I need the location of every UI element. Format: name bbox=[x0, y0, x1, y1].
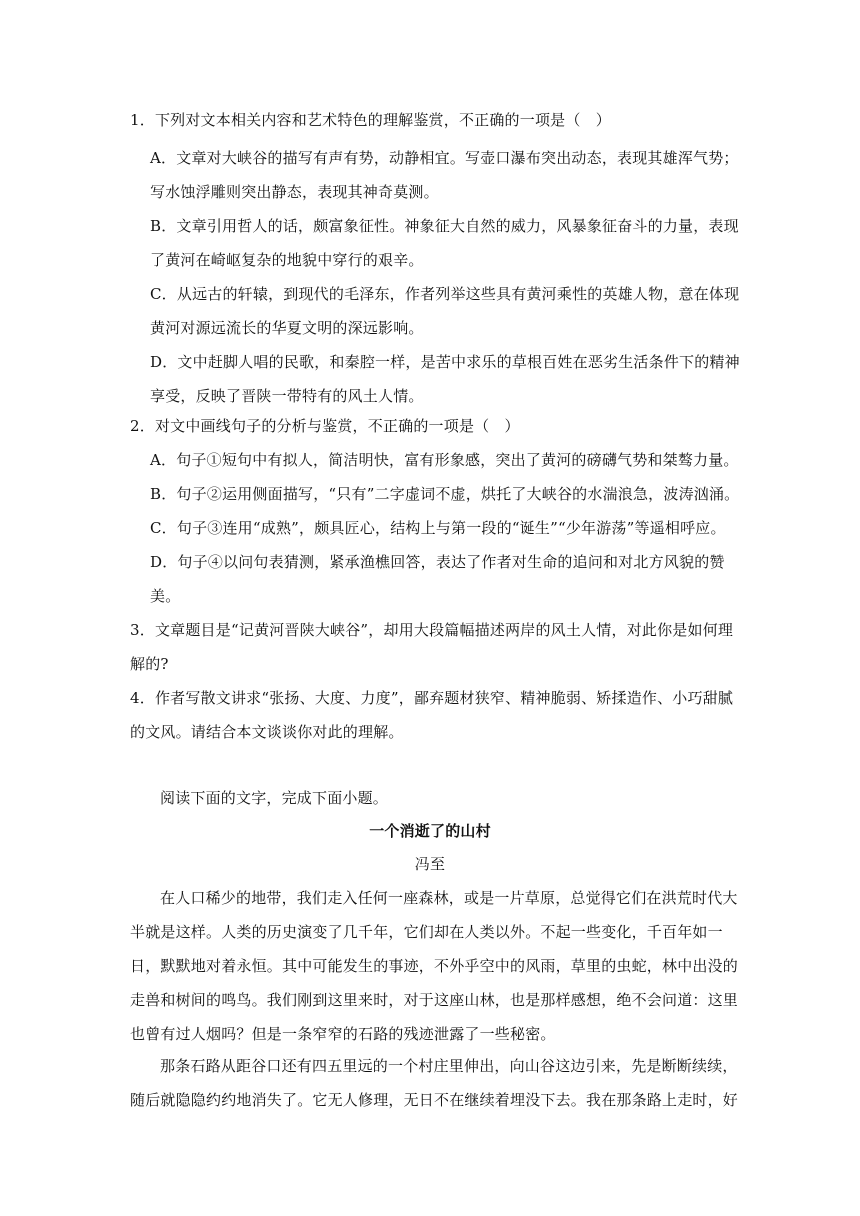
question-4-text: 作者写散文讲求“张扬、大度、力度”，鄙弃题材狭窄、精神脆弱、矫揉造作、小巧甜腻的文风。请结合本文谈谈你对此的理解。 bbox=[130, 689, 734, 741]
question-1-option-c: C．从远古的轩辕，到现代的毛泽东，作者列举这些具有黄河乘性的英雄人物，意在体现黄河对源远流长的华夏文明的深远影响。 bbox=[150, 285, 740, 337]
passage-author: 冯至 bbox=[414, 855, 446, 873]
question-3-text: 文章题目是“记黄河晋陕大峡谷”，却用大段篇幅描述两岸的风土人情，对此你是如何理解的? bbox=[130, 621, 734, 673]
passage-paragraph-1: 在人口稀少的地带，我们走入任何一座森林，或是一片草原，总觉得它们在洪荒时代大半就是这样。人类的历史演变了几千年，它们却在人类以外。不起一些变化，千百年如一日，默默地对着永恒。其中可能发生的事迹，不外乎空中的风雨，草里的虫蛇，林中出没的走兽和树间的鸣鸟。我们刚到这里来时，对于这座山林，也是那样感想，绝不会问道：这里也曾有过人烟吗？但是一条窄窄的石路的残迹泄露了一些秘密。 bbox=[130, 889, 739, 1043]
question-1-option-d: D．文中赶脚人唱的民歌，和秦腔一样，是苦中求乐的草根百姓在恶劣生活条件下的精神享受，反映了晋陕一带特有的风土人情。 bbox=[150, 353, 740, 405]
reading-intro: 阅读下面的文字，完成下面小题。 bbox=[160, 789, 389, 807]
question-1-option-b: B．文章引用哲人的话，颇富象征性。神象征大自然的威力，风暴象征奋斗的力量，表现了黄河在崎岖复杂的地貌中穿行的艰辛。 bbox=[150, 217, 739, 269]
question-4 bbox=[130, 681, 740, 749]
passage-paragraph-2: 那条石路从距谷口还有四五里远的一个村庄里伸出，向山谷这边引来，先是断断续续，随后就隐隐约约地消失了。它无人修理，无日不在继续着埋没下去。我在那条路上走时，好 bbox=[130, 1057, 739, 1109]
question-3-number: 3． bbox=[130, 621, 155, 639]
question-1-number: 1． bbox=[130, 111, 155, 129]
passage-title: 一个消逝了的山村 bbox=[369, 822, 491, 840]
question-2-option-d: D．句子④以问句表猜测，紧承渔樵回答，表达了作者对生命的追问和对北方风貌的赞美。 bbox=[150, 553, 725, 605]
question-2 bbox=[130, 409, 740, 443]
question-2-text: 对文中画线句子的分析与鉴赏，不正确的一项是（ ） bbox=[154, 417, 520, 435]
question-1-text: 下列对文本相关内容和艺术特色的理解鉴赏，不正确的一项是（ ） bbox=[154, 111, 611, 129]
question-2-number: 2． bbox=[130, 417, 155, 435]
question-3 bbox=[130, 613, 740, 681]
question-2-option-b: B．句子②运用侧面描写，“只有”二字虚词不虚，烘托了大峡谷的水湍浪急，波涛汹涌。 bbox=[150, 485, 740, 503]
question-1 bbox=[130, 103, 740, 137]
question-2-option-c: C．句子③连用“成熟”，颇具匠心，结构上与第一段的“诞生”“少年游荡”等遥相呼应。 bbox=[150, 519, 726, 537]
question-1-option-a: A．文章对大峡谷的描写有声有势，动静相宜。写壶口瀑布突出动态，表现其雄浑气势；写水蚀浮雕则突出静态，表现其神奇莫测。 bbox=[150, 149, 739, 201]
question-4-number: 4． bbox=[130, 689, 155, 707]
question-2-option-a: A．句子①短句中有拟人，简洁明快，富有形象感，突出了黄河的磅礴气势和桀骜力量。 bbox=[150, 451, 739, 469]
